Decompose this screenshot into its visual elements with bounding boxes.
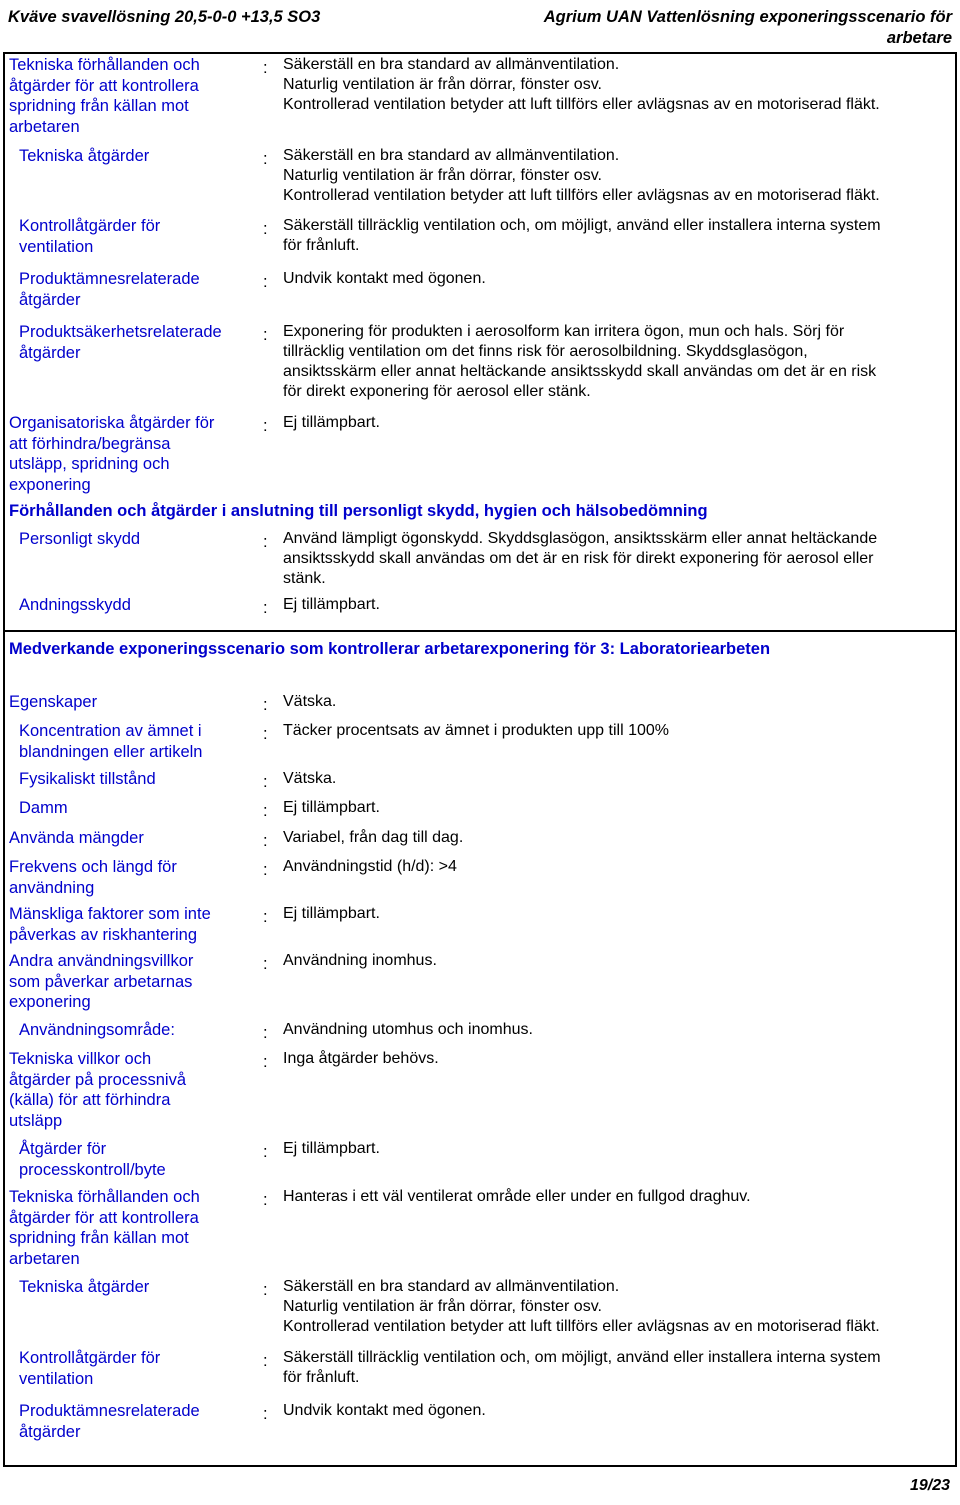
right-frame-line	[955, 52, 957, 1465]
colon-separator: :	[263, 1191, 268, 1209]
row-label: Tekniska villkor och åtgärder på processnivå (källa) för att förhindra utsläpp	[9, 1050, 187, 1131]
footer-rule	[3, 1465, 957, 1467]
colon-separator: :	[263, 773, 268, 791]
colon-separator: :	[263, 150, 268, 168]
row-label: Damm	[19, 799, 68, 817]
row-label: Tekniska åtgärder	[19, 1278, 150, 1296]
colon-separator: :	[263, 1281, 268, 1299]
row-label: Användningsområde:	[19, 1021, 175, 1039]
colon-separator: :	[263, 832, 268, 850]
document-header-title: Kväve svavellösning 20,5-0-0 +13,5 SO3	[8, 8, 321, 26]
row-value: Säkerställ en bra standard av allmänventilation. Naturlig ventilation är från dörrar, fönster osv. Kontrollerad ventilation betyder att luft tillförs eller avlägsnas av en motoriserad fläkt.	[283, 56, 880, 113]
row-label: Frekvens och längd för användning	[9, 858, 177, 897]
page-number: 19/23	[909, 1477, 950, 1494]
row-label: Andra användningsvillkor som påverkar arbetarnas exponering	[9, 952, 194, 1012]
colon-separator: :	[263, 599, 268, 617]
row-value: Användning inomhus.	[283, 952, 437, 969]
row-value: Undvik kontakt med ögonen.	[283, 1402, 486, 1419]
row-label: Tekniska förhållanden och åtgärder för att kontrollera spridning från källan mot arbetaren	[9, 1188, 200, 1269]
section-heading-personal-protection: Förhållanden och åtgärder i anslutning till personligt skydd, hygien och hälsobedömning	[9, 502, 708, 520]
colon-separator: :	[263, 533, 268, 551]
section-heading-laboratory: Medverkande exponeringsscenario som kontrollerar arbetarexponering för 3: Laboratoriearbeten	[9, 640, 771, 658]
header-scenario-line2: arbetare	[886, 29, 952, 47]
colon-separator: :	[263, 326, 268, 344]
row-value: Ej tillämpbart.	[283, 799, 380, 816]
row-label: Använda mängder	[9, 829, 144, 847]
row-value: Täcker procentsats av ämnet i produkten upp till 100%	[283, 722, 669, 739]
row-label: Koncentration av ämnet i blandningen eller artikeln	[19, 722, 203, 761]
colon-separator: :	[263, 696, 268, 714]
row-value: Undvik kontakt med ögonen.	[283, 270, 486, 287]
colon-separator: :	[263, 220, 268, 238]
header-scenario-line1: Agrium UAN Vattenlösning exponeringsscenario för	[543, 8, 952, 26]
row-label: Åtgärder för processkontroll/byte	[19, 1140, 166, 1179]
row-value: Hanteras i ett väl ventilerat område eller under en fullgod draghuv.	[283, 1188, 751, 1205]
colon-separator: :	[263, 908, 268, 926]
colon-separator: :	[263, 725, 268, 743]
document-header-scenario	[544, 7, 952, 49]
colon-separator: :	[263, 1352, 268, 1370]
colon-separator: :	[263, 1053, 268, 1071]
section-rule	[3, 630, 957, 632]
row-label: Organisatoriska åtgärder för att förhindra/begränsa utsläpp, spridning och exponering	[9, 414, 215, 495]
row-label: Tekniska förhållanden och åtgärder för att kontrollera spridning från källan mot arbetaren	[9, 56, 200, 137]
row-value: Inga åtgärder behövs.	[283, 1050, 439, 1067]
colon-separator: :	[263, 417, 268, 435]
left-frame-line	[3, 52, 5, 1465]
row-label: Kontrollåtgärder för ventilation	[19, 1349, 161, 1388]
colon-separator: :	[263, 1024, 268, 1042]
row-label: Produktämnesrelaterade åtgärder	[19, 1402, 200, 1441]
row-value: Användning utomhus och inomhus.	[283, 1021, 533, 1038]
row-value: Säkerställ tillräcklig ventilation och, om möjligt, använd eller installera interna system för frånluft.	[283, 1349, 881, 1386]
row-value: Ej tillämpbart.	[283, 414, 380, 431]
row-value: Säkerställ tillräcklig ventilation och, om möjligt, använd eller installera interna system för frånluft.	[283, 217, 881, 254]
colon-separator: :	[263, 1405, 268, 1423]
colon-separator: :	[263, 1143, 268, 1161]
row-value: Ej tillämpbart.	[283, 1140, 380, 1157]
row-value: Säkerställ en bra standard av allmänventilation. Naturlig ventilation är från dörrar, fönster osv. Kontrollerad ventilation betyder att luft tillförs eller avlägsnas av en motoriserad fläkt.	[283, 1278, 880, 1335]
row-value: Vätska.	[283, 770, 337, 787]
row-label: Mänskliga faktorer som inte påverkas av riskhantering	[9, 905, 211, 944]
row-label: Egenskaper	[9, 693, 98, 711]
header-rule	[3, 52, 957, 54]
row-value: Variabel, från dag till dag.	[283, 829, 464, 846]
row-label: Andningsskydd	[19, 596, 131, 614]
row-value: Ej tillämpbart.	[283, 596, 380, 613]
row-label: Tekniska åtgärder	[19, 147, 150, 165]
row-label: Fysikaliskt tillstånd	[19, 770, 156, 788]
row-label: Produktsäkerhetsrelaterade åtgärder	[19, 323, 222, 362]
row-value: Ej tillämpbart.	[283, 905, 380, 922]
colon-separator: :	[263, 59, 268, 77]
row-value: Exponering för produkten i aerosolform kan irritera ögon, mun och hals. Sörj för tillräcklig ventilation om det finns risk för aerosolbildning. Skyddsglasögon, ansiktsskärm eller annat heltäckande ansiktsskydd skall användas om det är en risk för direkt exponering för aerosol eller stänk.	[283, 323, 877, 400]
row-value: Vätska.	[283, 693, 337, 710]
row-label: Produktämnesrelaterade åtgärder	[19, 270, 200, 309]
row-label: Personligt skydd	[19, 530, 141, 548]
colon-separator: :	[263, 955, 268, 973]
row-value: Säkerställ en bra standard av allmänventilation. Naturlig ventilation är från dörrar, fönster osv. Kontrollerad ventilation betyder att luft tillförs eller avlägsnas av en motoriserad fläkt.	[283, 147, 880, 204]
colon-separator: :	[263, 273, 268, 291]
row-label: Kontrollåtgärder för ventilation	[19, 217, 161, 256]
row-value: Användningstid (h/d): >4	[283, 858, 457, 875]
colon-separator: :	[263, 861, 268, 879]
colon-separator: :	[263, 802, 268, 820]
row-value: Använd lämpligt ögonskydd. Skyddsglasögon, ansiktsskärm eller annat heltäckande ansiktsskydd skall användas om det är en risk för direkt exponering för aerosol eller stänk.	[283, 530, 878, 587]
